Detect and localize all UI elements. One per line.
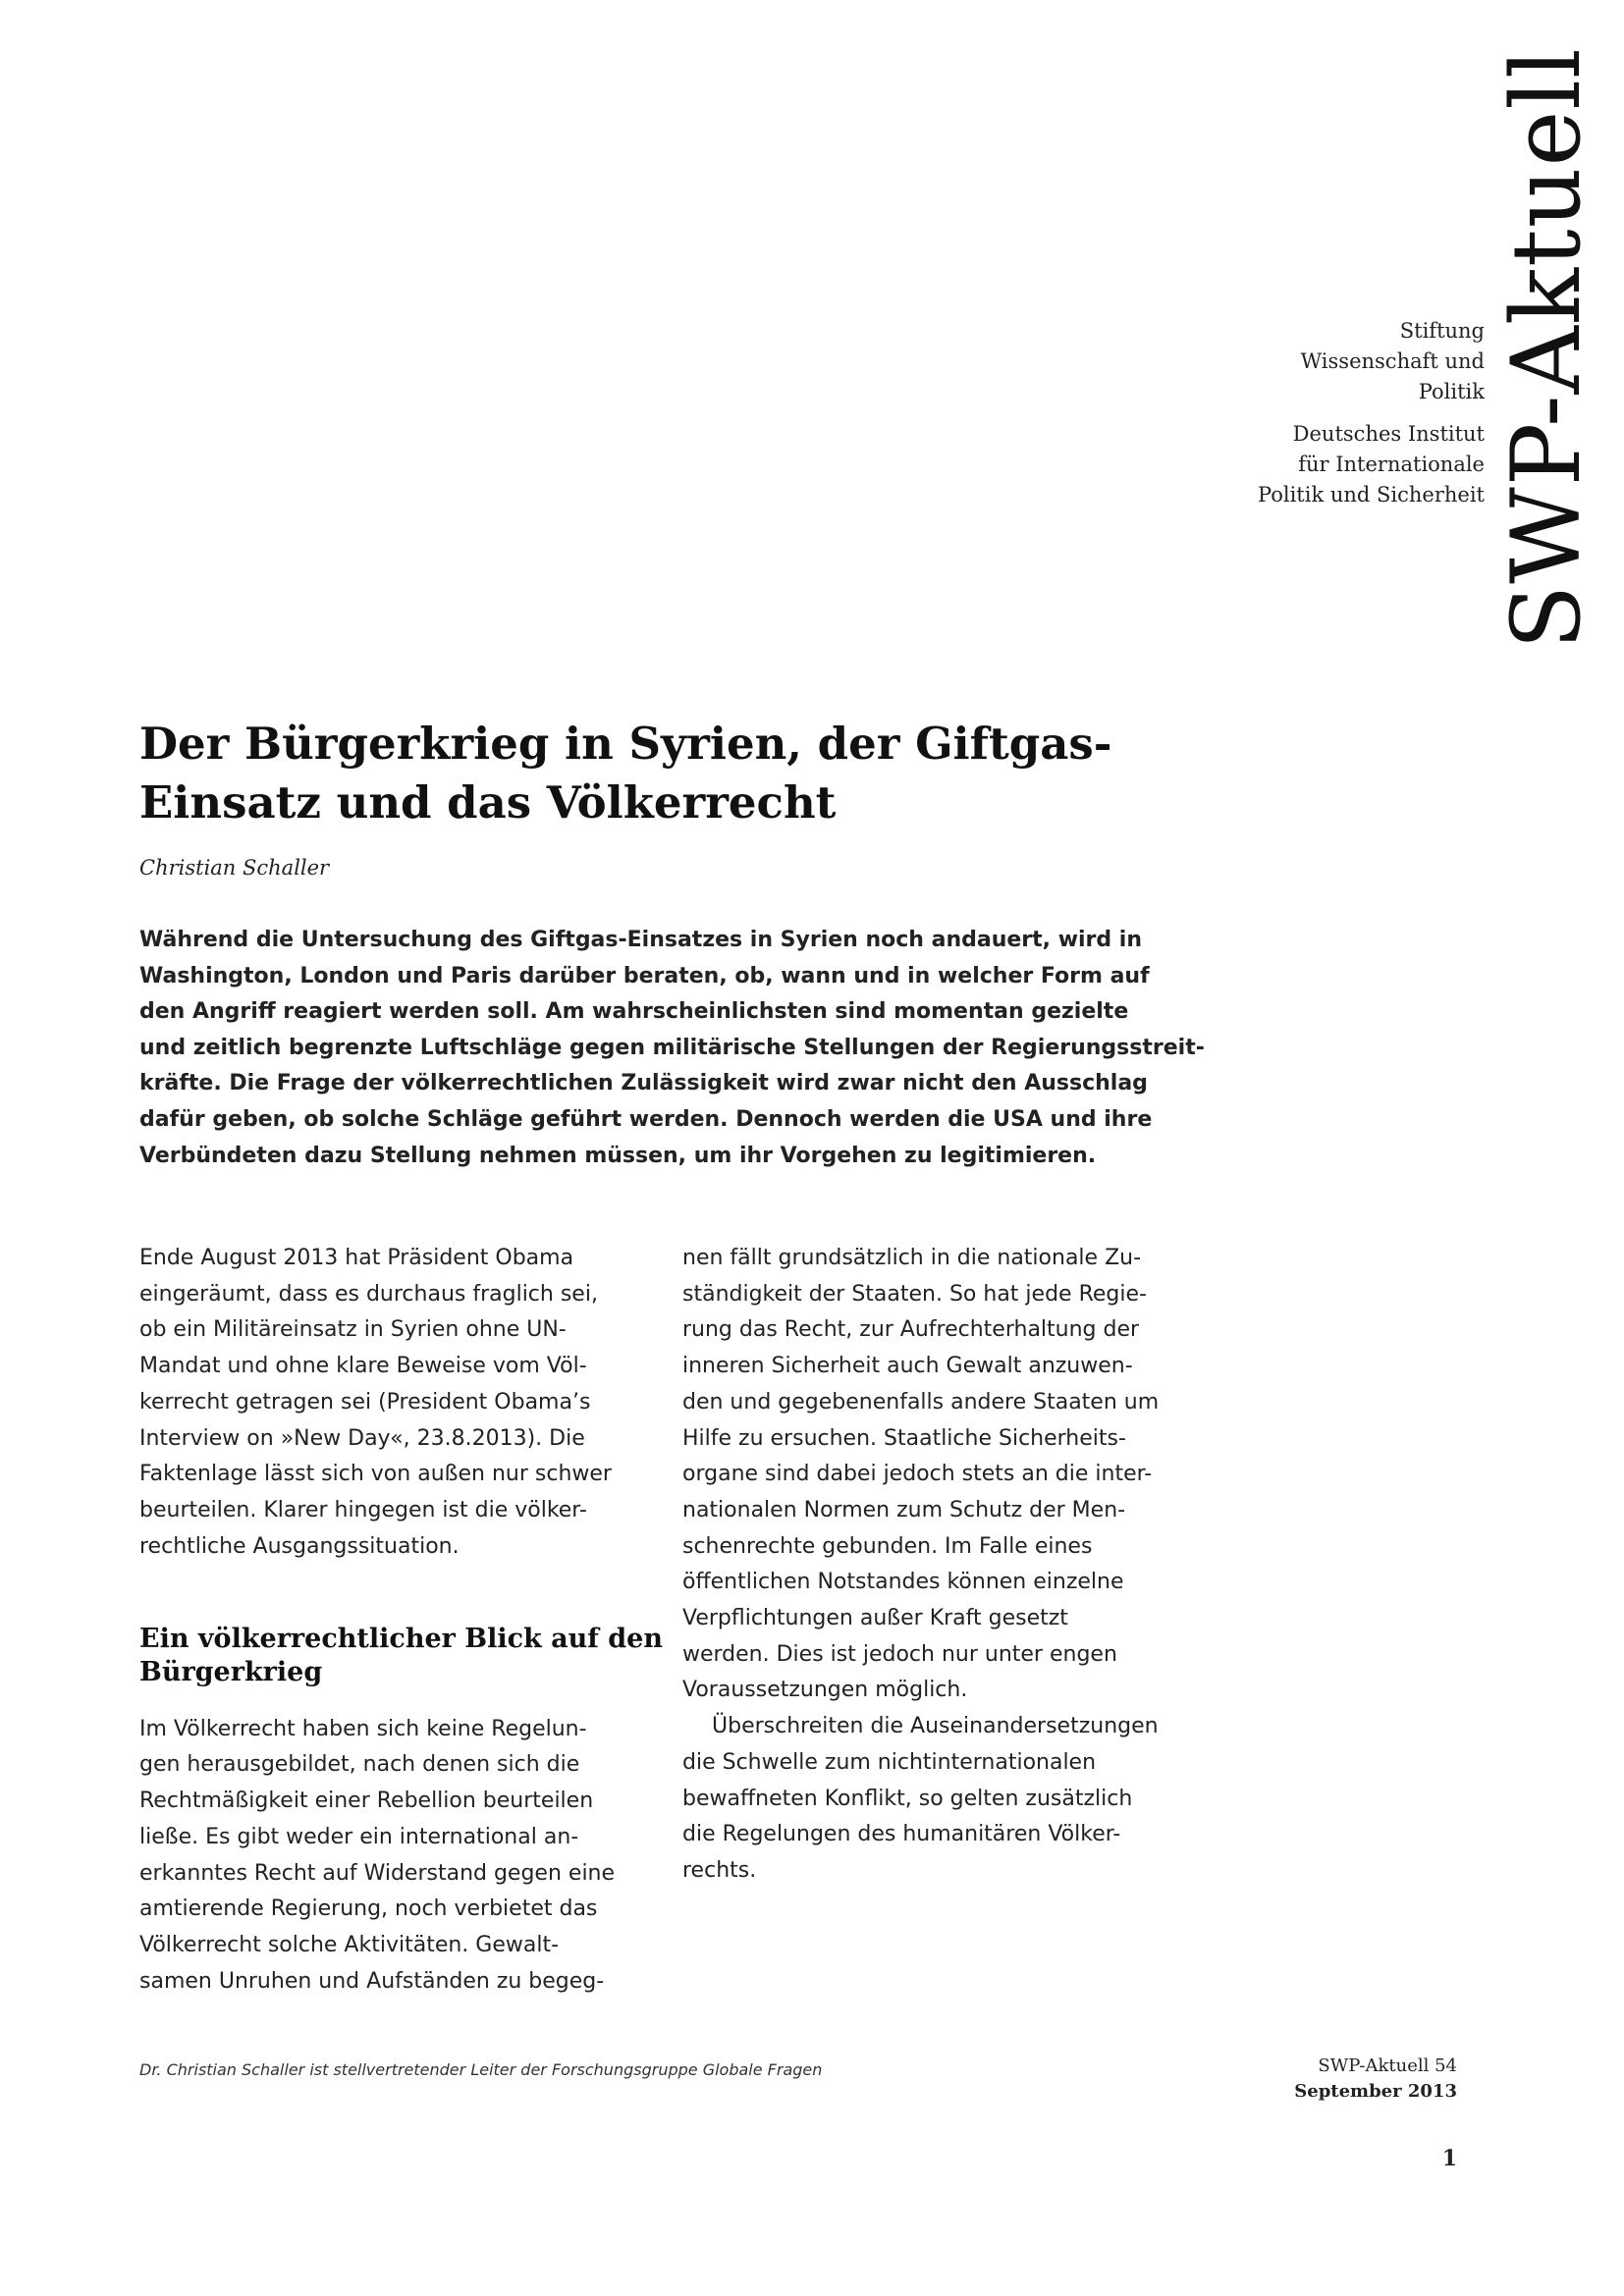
body-line: ständigkeit der Staaten. So hat jede Regie-: [682, 1281, 1147, 1307]
body-line: rung das Recht, zur Aufrechterhaltung der: [682, 1317, 1140, 1343]
body-line: Rechtmäßigkeit einer Rebellion beurteilen: [139, 1789, 594, 1814]
institute-name-german: [1258, 316, 1485, 407]
author-note: Dr. Christian Schaller ist stellvertretender Leiter der Forschungsgruppe Globale Fragen: [139, 2060, 823, 2079]
body-line: öffentlichen Notstandes können einzelne: [682, 1570, 1124, 1595]
lead-line: den Angriff reagiert werden soll. Am wahrscheinlichsten sind momentan gezielte: [139, 999, 1129, 1025]
lead-line: kräfte. Die Frage der völkerrechtlichen Zulässigkeit wird zwar nicht den Ausschlag: [139, 1071, 1148, 1096]
body-line: Mandat und ohne klare Beweise vom Völ-: [139, 1354, 587, 1379]
heading-line: Bürgerkrieg: [139, 1657, 323, 1688]
swp-aktuell-logo: [1478, 29, 1615, 667]
section-paragraph: [139, 1712, 670, 2001]
institute-line: für Internationale: [1298, 453, 1485, 476]
title-line: Der Bürgerkrieg in Syrien, der Giftgas-: [139, 718, 1112, 770]
heading-line: Ein völkerrechtlicher Blick auf den: [139, 1624, 663, 1655]
body-line: die Schwelle zum nichtinternationalen: [682, 1749, 1097, 1775]
body-line: Im Völkerrecht haben sich keine Regelun-: [139, 1716, 587, 1741]
institute-line: Deutsches Institut: [1292, 422, 1485, 446]
lead-line: Washington, London und Paris darüber beraten, ob, wann und in welcher Form auf: [139, 963, 1150, 988]
body-line: Interview on »New Day«, 23.8.2013). Die: [139, 1425, 585, 1451]
body-line: werden. Dies ist jedoch nur unter engen: [682, 1641, 1117, 1667]
body-column-left: [139, 1241, 670, 2000]
article-title: [139, 715, 1180, 832]
body-line: bewaffneten Konflikt, so gelten zusätzlich: [682, 1786, 1133, 1811]
body-line: eingeräumt, dass es durchaus fraglich sei,: [139, 1281, 598, 1307]
publication-date: September 2013: [1294, 2081, 1457, 2102]
intro-paragraph: [139, 1241, 670, 1565]
logo-text: SWP-Aktuell: [1491, 47, 1601, 650]
body-line: rechts.: [682, 1857, 757, 1883]
lead-line: Verbündeten dazu Stellung nehmen müssen, um ihr Vorgehen zu legitimieren.: [139, 1143, 1097, 1168]
body-line: Verpflichtungen außer Kraft gesetzt: [682, 1606, 1068, 1631]
institute-name: [1258, 316, 1485, 510]
body-line: Völkerrecht solche Aktivitäten. Gewalt-: [139, 1932, 560, 1957]
page-number: 1: [1441, 2146, 1457, 2171]
article-author: Christian Schaller: [139, 856, 330, 880]
body-line: schenrechte gebunden. Im Falle eines: [682, 1533, 1093, 1559]
body-paragraph: [682, 1241, 1213, 1709]
body-line: kerrecht getragen sei (President Obama’s: [139, 1389, 591, 1415]
body-line: inneren Sicherheit auch Gewalt anzuwen-: [682, 1354, 1133, 1379]
institute-line: Wissenschaft und: [1300, 349, 1485, 373]
body-paragraph: [682, 1709, 1213, 1890]
body-line: Faktenlage lässt sich von außen nur schwer: [139, 1462, 612, 1487]
body-line: Hilfe zu ersuchen. Staatliche Sicherheits-: [682, 1425, 1126, 1451]
body-line: beurteilen. Klarer hingegen ist die völker-: [139, 1497, 587, 1522]
institute-name-subtitle: [1258, 419, 1485, 510]
publication-info: [1294, 2054, 1457, 2105]
lead-line: dafür geben, ob solche Schläge geführt werden. Dennoch werden die USA und ihre: [139, 1106, 1153, 1132]
institute-line: Politik: [1418, 380, 1485, 403]
body-line: nationalen Normen zum Schutz der Men-: [682, 1497, 1126, 1522]
body-line: Überschreiten die Auseinandersetzungen: [712, 1714, 1159, 1739]
body-line: erkanntes Recht auf Widerstand gegen eine: [139, 1860, 616, 1886]
body-line: ob ein Militäreinsatz in Syrien ohne UN-: [139, 1317, 567, 1343]
institute-line: Stiftung: [1399, 319, 1485, 343]
lead-line: und zeitlich begrenzte Luftschläge gegen militärische Stellungen der Regierungsstreit-: [139, 1035, 1205, 1060]
series-number: SWP-Aktuell 54: [1318, 2056, 1457, 2076]
body-line: amtierende Regierung, noch verbietet das: [139, 1896, 598, 1922]
body-line: die Regelungen des humanitären Völker-: [682, 1822, 1121, 1847]
lead-line: Während die Untersuchung des Giftgas-Einsatzes in Syrien noch andauert, wird in: [139, 928, 1143, 952]
body-line: gen herausgebildet, nach denen sich die: [139, 1752, 580, 1778]
body-line: samen Unruhen und Aufständen zu begeg-: [139, 1968, 605, 1994]
body-line: rechtliche Ausgangssituation.: [139, 1533, 460, 1559]
title-line: Einsatz und das Völkerrecht: [139, 776, 837, 828]
body-line: Ende August 2013 hat Präsident Obama: [139, 1246, 574, 1270]
body-column-right: [682, 1241, 1213, 1890]
body-line: Voraussetzungen möglich.: [682, 1678, 968, 1703]
body-line: nen fällt grundsätzlich in die nationale Zu-: [682, 1246, 1142, 1270]
lead-paragraph: [139, 923, 1205, 1174]
body-line: den und gegebenenfalls andere Staaten um: [682, 1389, 1160, 1415]
section-heading: [139, 1623, 670, 1689]
institute-line: Politik und Sicherheit: [1257, 483, 1485, 507]
body-line: organe sind dabei jedoch stets an die inter-: [682, 1462, 1153, 1487]
body-line: ließe. Es gibt weder ein international an-: [139, 1824, 579, 1849]
